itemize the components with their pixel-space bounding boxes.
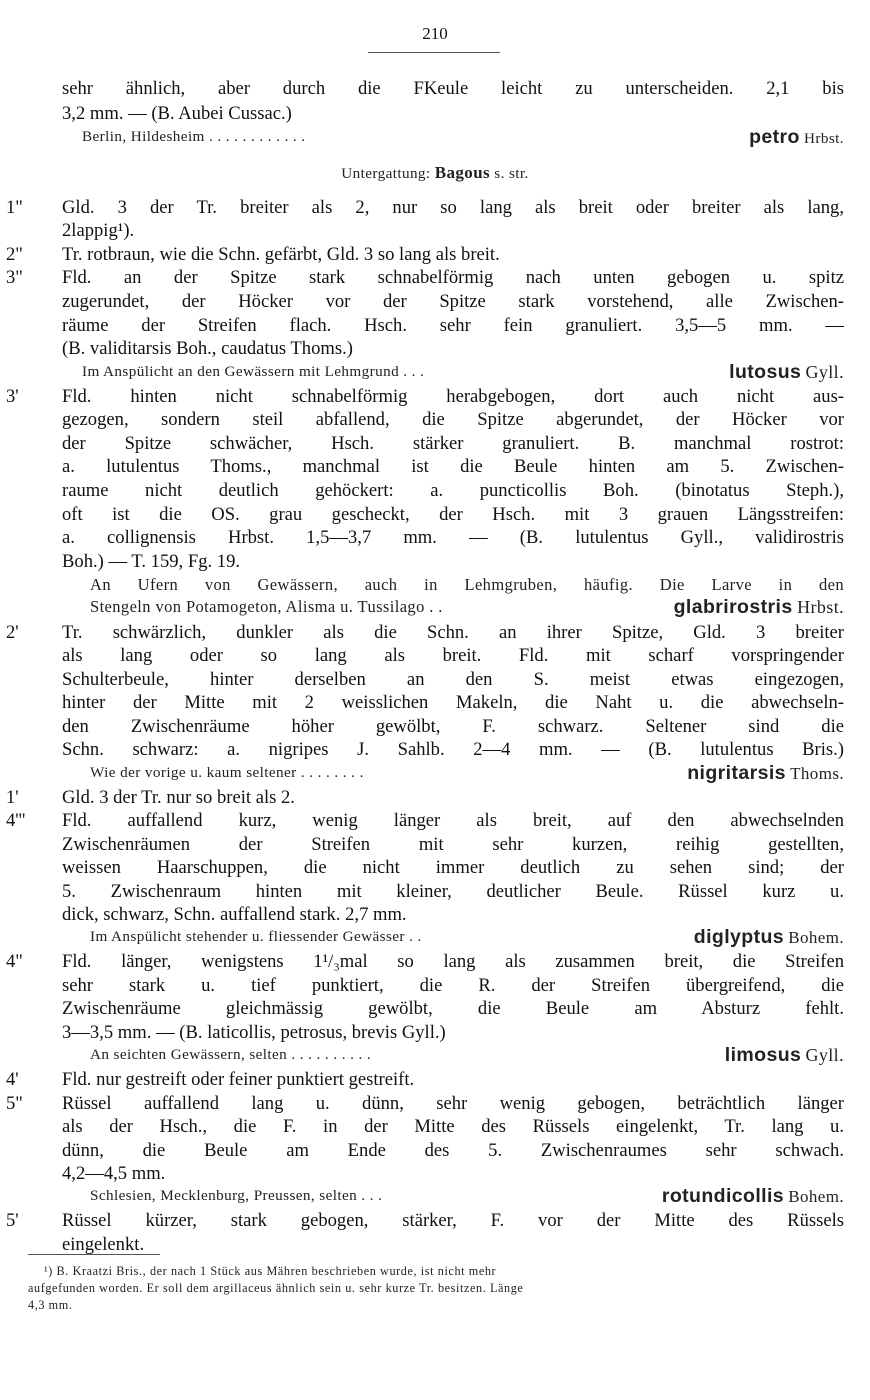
key-number: 5' [6, 1210, 19, 1231]
text-line: Berlin, Hildesheim . . . . . . . . . . . . petro Hrbst. [82, 126, 844, 148]
text-line: An Ufern von Gewässern, auch in Lehmgruben, häufig. Die Larve in den [90, 575, 844, 594]
text-line: Im Anspülicht stehender u. fliessender Gewässer . . diglyptus Bohem. [90, 926, 844, 948]
text-line: a. lutulentus Thoms., manchmal ist die Beule hinten am 5. Zwischen- [62, 456, 844, 477]
key-number: 4' [6, 1069, 19, 1090]
text-line: als lang oder so lang als breit. Fld. mit scharf vorspringender [62, 645, 844, 666]
key-number: 1' [6, 787, 19, 808]
text-line: sehr ähnlich, aber durch die FKeule leicht zu unterscheiden. 2,1 bis [62, 78, 844, 99]
key-number: 2' [6, 622, 19, 643]
species-name: petro [749, 126, 800, 148]
footnote-line: aufgefunden worden. Er soll dem argillaceus ähnlich sein u. sehr kurze Tr. besitzen. Länge [28, 1281, 524, 1295]
species-name: diglyptus [693, 926, 785, 948]
species-name: lutosus [729, 361, 802, 383]
key-number: 3' [6, 386, 19, 407]
footnote-line: 4,3 mm. [28, 1298, 73, 1312]
text-line: 3,2 mm. — (B. Aubei Cussac.) [62, 103, 292, 124]
text-line: Wie der vorige u. kaum seltener . . . . . . . . nigritarsis Thoms. [90, 762, 844, 784]
text-line: Gld. 3 der Tr. nur so breit als 2. [62, 787, 295, 808]
text-line: An seichten Gewässern, selten . . . . . . . . . . limosus Gyll. [90, 1044, 844, 1066]
text-line: Rüssel kürzer, stark gebogen, stärker, F. vor der Mitte des Rüssels [62, 1210, 844, 1231]
text-line: Boh.) — T. 159, Fg. 19. [62, 551, 241, 572]
text-line: weissen Haarschuppen, die nicht immer deutlich zu sehen sind; der [62, 857, 844, 878]
text-line: Fld. an der Spitze stark schnabelförmig nach unten gebogen u. spitz [62, 267, 844, 288]
text-line: Schulterbeule, hinter derselben an den S. meist etwas eingezogen, [62, 669, 844, 690]
text-line: 4,2—4,5 mm. [62, 1163, 166, 1184]
text-line: raume nicht deutlich gehöckert: a. puncticollis Boh. (binotatus Steph.), [62, 480, 844, 501]
text-line: 2lappig¹). [62, 220, 135, 241]
text-line: Fld. hinten nicht schnabelförmig herabgebogen, dort auch nicht aus- [62, 386, 844, 407]
text-line: Zwischenräume gleichmässig gewölbt, die Beule am Absturz fehlt. [62, 998, 844, 1019]
text-line: 5. Zwischenraum hinten mit kleiner, deutlicher Beule. Rüssel kurz u. [62, 881, 844, 902]
text-line: dick, schwarz, Schn. auffallend stark. 2,7 mm. [62, 904, 407, 925]
text-line: oft ist die OS. grau gescheckt, der Hsch. mit 3 grauen Längsstreifen: [62, 504, 844, 525]
text-line: Fld. nur gestreift oder feiner punktiert gestreift. [62, 1069, 415, 1090]
text-line: Stengeln von Potamogeton, Alisma u. Tussilago . . glabrirostris Hrbst. [90, 596, 844, 618]
text-line: Schlesien, Mecklenburg, Preussen, selten . . . rotundicollis Bohem. [90, 1185, 844, 1207]
text-line: gezogen, sondern steil abfallend, die Spitze abgerundet, der Höcker vor [62, 409, 844, 430]
subgenus-heading: Untergattung: Bagous s. str. [341, 163, 529, 182]
text-line: Tr. schwärzlich, dunkler als die Schn. an ihrer Spitze, Gld. 3 breiter [62, 622, 844, 643]
footnote-line: ¹) B. Kraatzi Bris., der nach 1 Stück aus Mähren beschrieben wurde, ist nicht mehr [44, 1264, 497, 1278]
text-line: Rüssel auffallend lang u. dünn, sehr wenig gebogen, beträchtlich länger [62, 1093, 844, 1114]
text-line: 3—3,5 mm. — (B. laticollis, petrosus, brevis Gyll.) [62, 1022, 446, 1043]
key-number: 4''' [6, 810, 26, 831]
text-line: den Zwischenräume höher gewölbt, F. schwarz. Seltener sind die [62, 716, 844, 737]
footnote-rule [28, 1254, 160, 1255]
text-line: sehr stark u. tief punktiert, die R. der Streifen übergreifend, die [62, 975, 844, 996]
text-line: hinter der Mitte mit 2 weisslichen Makeln, die Naht u. die abwechseln- [62, 692, 844, 713]
text-line: eingelenkt. [62, 1234, 145, 1255]
key-number: 1" [6, 197, 23, 218]
species-name: rotundicollis [661, 1185, 785, 1207]
header-rule [368, 52, 500, 53]
key-number: 4" [6, 951, 23, 972]
species-name: glabrirostris [673, 596, 793, 618]
key-number: 3" [6, 267, 23, 288]
page-number: 210 [422, 24, 448, 43]
key-number: 5" [6, 1093, 23, 1114]
species-name: nigritarsis [687, 762, 786, 784]
text-line: zugerundet, der Höcker vor der Spitze stark vorstehend, alle Zwischen- [62, 291, 844, 312]
text-line: a. collignensis Hrbst. 1,5—3,7 mm. — (B. lutulentus Gyll., validirostris [62, 527, 844, 548]
text-line: Tr. rotbraun, wie die Schn. gefärbt, Gld. 3 so lang als breit. [62, 244, 500, 265]
text-line: Gld. 3 der Tr. breiter als 2, nur so lang als breit oder breiter als lang, [62, 197, 844, 218]
text-line: Fld. länger, wenigstens 1¹/₃mal so lang als zusammen breit, die Streifen [62, 951, 844, 972]
text-line: Zwischenräumen der Streifen mit sehr kurzen, reihig gestellten, [62, 834, 844, 855]
text-line: dünn, die Beule am Ende des 5. Zwischenraumes sehr schwach. [62, 1140, 844, 1161]
text-line: Im Anspülicht an den Gewässern mit Lehmgrund . . . lutosus Gyll. [82, 361, 844, 383]
text-line: als der Hsch., die F. in der Mitte des Rüssels eingelenkt, Tr. lang u. [62, 1116, 844, 1137]
text-line: räume der Streifen flach. Hsch. sehr fein granuliert. 3,5—5 mm. — [62, 315, 844, 336]
key-number: 2" [6, 244, 23, 265]
species-name: limosus [724, 1044, 802, 1066]
text-line: Fld. auffallend kurz, wenig länger als breit, auf den abwechselnden [62, 810, 844, 831]
text-line: Schn. schwarz: a. nigripes J. Sahlb. 2—4 mm. — (B. lutulentus Bris.) [62, 739, 844, 760]
text-line: (B. validitarsis Boh., caudatus Thoms.) [62, 338, 353, 359]
text-line: der Spitze schwächer, Hsch. stärker granuliert. B. manchmal rostrot: [62, 433, 844, 454]
